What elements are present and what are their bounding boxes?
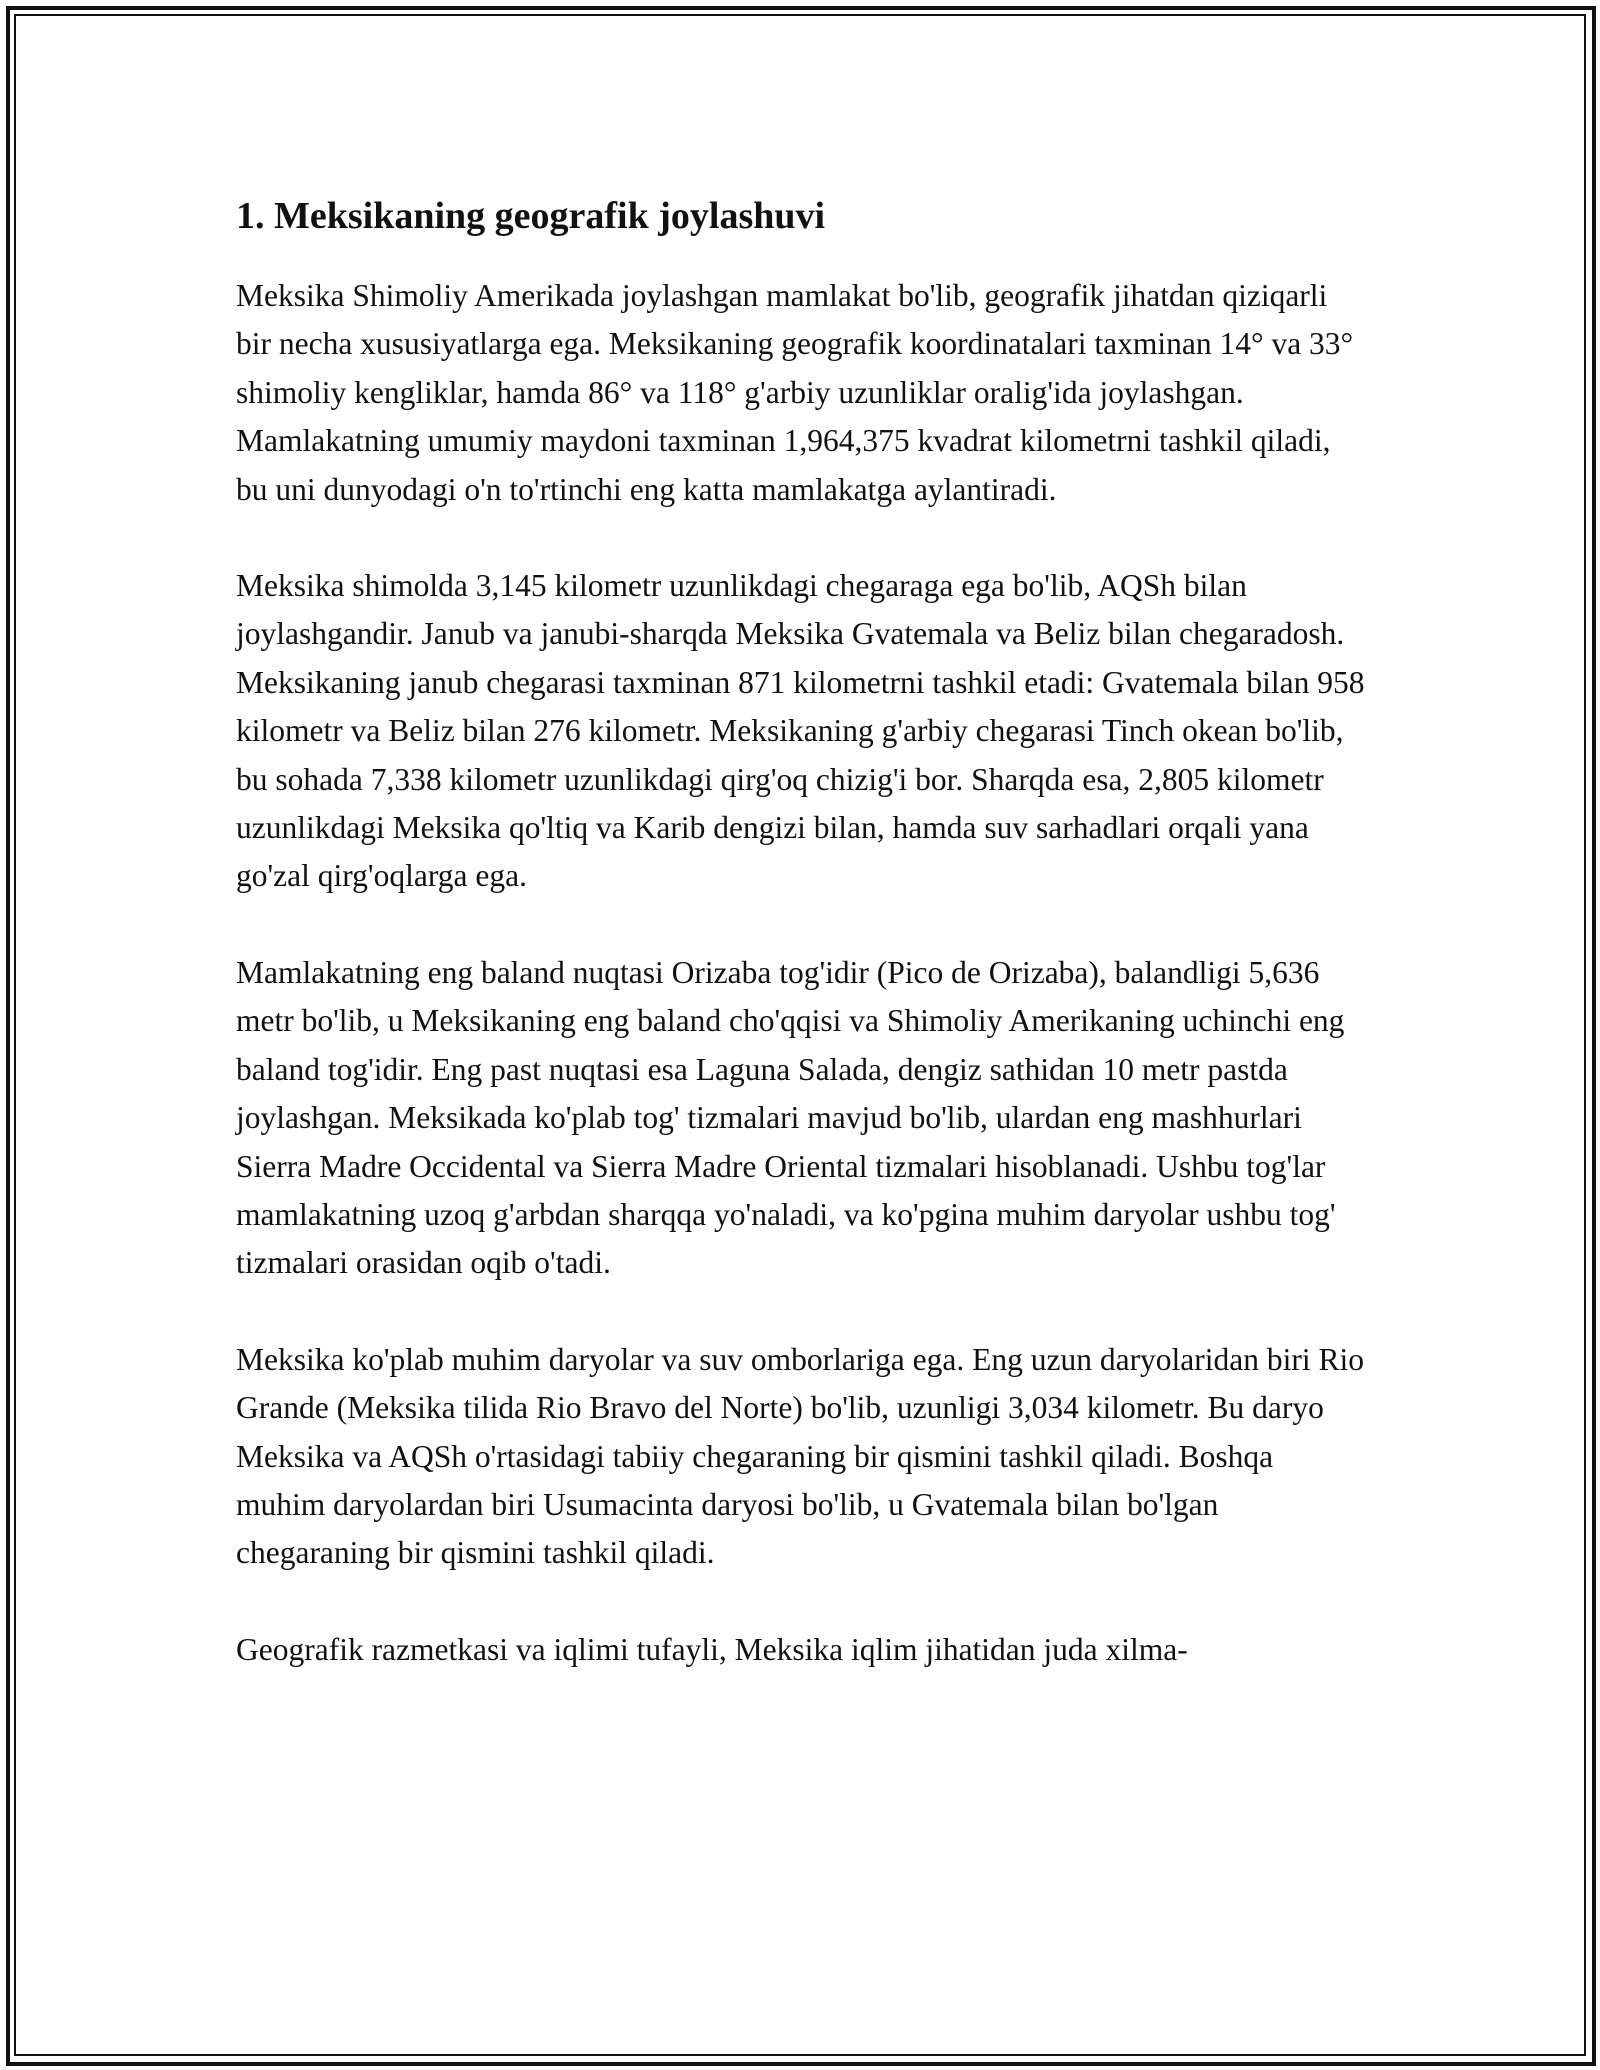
section-heading: 1. Meksikaning geografik joylashuvi	[236, 195, 826, 237]
paragraph-coordinates-area: Meksika Shimoliy Amerikada joylashgan mamlakat bo'lib, geografik jihatdan qiziqarli bir necha xususiyatlarga ega. Meksikaning geografik koordinatalari taxminan 14° va 33° shimoliy kengliklar, hamda 86° va 118° g'arbiy uzunliklar oralig'ida joylashgan. Mamlakatning umumiy maydoni taxminan 1,964,375 kvadrat kilometrni tashkil qiladi, bu uni dunyodagi o'n to'rtinchi eng katta mamlakatga aylantiradi.	[236, 278, 1354, 507]
paragraph-elevation-mountains: Mamlakatning eng baland nuqtasi Orizaba tog'idir (Pico de Orizaba), balandligi 5,636 metr bo'lib, u Meksikaning eng baland cho'qqisi va Shimoliy Amerikaning uchinchi eng baland tog'idir. Eng past nuqtasi esa Laguna Salada, dengiz sathidan 10 metr pastda joylashgan. Meksikada ko'plab tog' tizmalari mavjud bo'lib, ulardan eng mashhurlari Sierra Madre Occidental va Sierra Madre Oriental tizmalari hisoblanadi. Ushbu tog'lar mamlakatning uzoq g'arbdan sharqqa yo'naladi, va ko'pgina muhim daryolar ushbu tog' tizmalari orasidan oqib o'tadi.	[236, 954, 1345, 1281]
paragraph-rivers: Meksika ko'plab muhim daryolar va suv omborlariga ega. Eng uzun daryolaridan biri Rio Grande (Meksika tilida Rio Bravo del Norte) bo'lib, uzunligi 3,034 kilometr. Bu daryo Meksika va AQSh o'rtasidagi tabiiy chegaraning bir qismini tashkil qiladi. Boshqa muhim daryolardan biri Usumacinta daryosi bo'lib, u Gvatemala bilan bo'lgan chegaraning bir qismini tashkil qiladi.	[236, 1341, 1365, 1571]
paragraph-borders-coastline: Meksika shimolda 3,145 kilometr uzunlikdagi chegaraga ega bo'lib, AQSh bilan joylashgandir. Janub va janubi-sharqda Meksika Gvatemala va Beliz bilan chegaradosh. Meksikaning janub chegarasi taxminan 871 kilometrni tashkil etadi: Gvatemala bilan 958 kilometr va Beliz bilan 276 kilometr. Meksikaning g'arbiy chegarasi Tinch okean bo'lib, bu sohada 7,338 kilometr uzunlikdagi qirg'oq chizig'i bor. Sharqda esa, 2,805 kilometr uzunlikdagi Meksika qo'ltiq va Karib dengizi bilan, hamda suv sarhadlari orqali yana go'zal qirg'oqlarga ega.	[236, 568, 1365, 894]
paragraph-climate-start: Geografik razmetkasi va iqlimi tufayli, Meksika iqlim jihatidan juda xilma-	[236, 1631, 1188, 1667]
document-body	[236, 180, 1366, 1722]
